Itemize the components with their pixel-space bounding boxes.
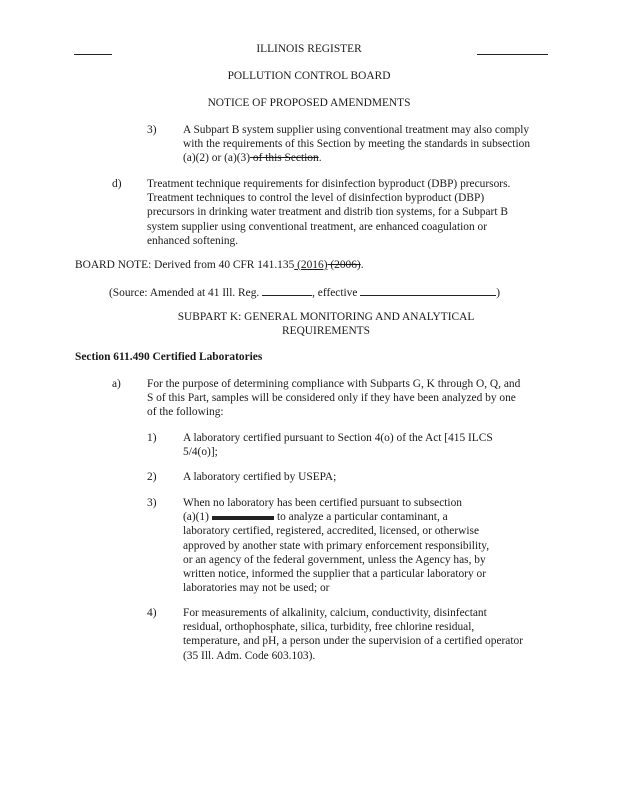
item-d-line-1: Treatment technique requirements for disinfection byproduct (DBP) precursors. bbox=[147, 178, 511, 190]
subpart-heading-line-1: SUBPART K: GENERAL MONITORING AND ANALYTICAL bbox=[177, 311, 475, 323]
item-3-top-text-b: . bbox=[318, 152, 322, 165]
sub-2-line-1: A laboratory certified by USEPA; bbox=[183, 471, 337, 483]
source-register-blank bbox=[262, 285, 312, 296]
item-3-top-text bbox=[183, 123, 530, 166]
sub-3-line-2 bbox=[183, 510, 489, 524]
sub-3-line-5: or an agency of the federal government, unless the Agency has, by bbox=[183, 553, 486, 566]
item-3-top-line-1: A Subpart B system supplier using conventional treatment may also comply bbox=[183, 124, 530, 136]
source-mid: , effective bbox=[312, 287, 361, 299]
item-a-label: a) bbox=[112, 378, 121, 390]
sub-3-label: 3) bbox=[147, 497, 157, 509]
board-title: POLLUTION CONTROL BOARD bbox=[227, 70, 391, 82]
item-a-line-1: For the purpose of determining compliance with Subparts G, K through O, Q, and bbox=[147, 378, 521, 390]
sub-3-line-3: laboratory certified, registered, accredited, licensed, or otherwise bbox=[183, 525, 480, 538]
sub-3-line-7: laboratories may not be used; or bbox=[183, 582, 330, 595]
sub-4-text bbox=[183, 606, 523, 663]
board-note bbox=[75, 258, 364, 272]
item-d-line-2: Treatment techniques to control the level of disinfection byproduct (DBP) bbox=[147, 192, 485, 205]
sub-4-label: 4) bbox=[147, 607, 157, 619]
sub-3-text bbox=[183, 496, 489, 595]
sub-1-text bbox=[183, 431, 493, 459]
board-note-prefix: BOARD NOTE: Derived from 40 CFR 141.135 bbox=[75, 259, 295, 271]
sub-3-line-6: written notice, informed the supplier that a particular laboratory or bbox=[183, 568, 487, 581]
sub-3-line-2-ref: (a)(1) bbox=[183, 511, 209, 524]
source-suffix: ) bbox=[496, 287, 501, 299]
item-3-top-label: 3) bbox=[147, 124, 157, 136]
item-a-line-2: S of this Part, samples will be considered only if they have been analyzed by one bbox=[147, 392, 516, 405]
sub-3-line-2-rest: to analyze a particular contaminant, a bbox=[276, 511, 448, 524]
item-d-label: d) bbox=[112, 178, 122, 190]
sub-2-label: 2) bbox=[147, 471, 157, 483]
item-d-text bbox=[147, 177, 510, 248]
source-line bbox=[109, 285, 500, 300]
source-effective-blank bbox=[360, 285, 496, 296]
item-3-top-line-2: with the requirements of this Section by meeting the standards in subsection bbox=[183, 138, 531, 151]
item-d-line-5: enhanced softening. bbox=[147, 234, 239, 247]
item-a-line-3: of the following: bbox=[147, 406, 224, 419]
sub-4-line-3: temperature, and pH, a person under the supervision of a certified operator bbox=[183, 635, 524, 648]
sub-2-text bbox=[183, 470, 336, 484]
sub-4-line-1: For measurements of alkalinity, calcium, conductivity, disinfectant bbox=[183, 607, 487, 619]
board-note-deleted-text: (2006) bbox=[327, 259, 361, 271]
item-d-line-3: precursors in drinking water treatment and distrib tion systems, for a Subpart B bbox=[147, 206, 508, 219]
section-title: Section 611.490 Certified Laboratories bbox=[75, 351, 263, 363]
source-prefix: (Source: Amended at 41 Ill. Reg. bbox=[109, 287, 263, 299]
sub-1-label: 1) bbox=[147, 432, 157, 444]
item-d-line-4: system supplier using conventional treatment, are enhanced coagulation or bbox=[147, 220, 488, 233]
board-note-suffix: . bbox=[360, 259, 364, 271]
subpart-heading-line-2: REQUIREMENTS bbox=[282, 325, 370, 337]
sub-4-line-2: residual, orthophosphate, silica, turbidity, free chlorine residual, bbox=[183, 621, 475, 634]
sub-1-line-2: 5/4(o)]; bbox=[183, 446, 218, 459]
register-title: ILLINOIS REGISTER bbox=[256, 43, 362, 55]
board-note-added-text: (2016) bbox=[294, 259, 328, 271]
sub-4-line-4: (35 Ill. Adm. Code 603.103). bbox=[183, 649, 316, 662]
redaction-mark bbox=[212, 516, 274, 520]
item-3-top-deleted-text: of this Section bbox=[250, 152, 319, 165]
item-3-top-line-3 bbox=[183, 151, 530, 165]
sub-3-line-4: approved by another state with primary enforcement responsibility, bbox=[183, 539, 490, 552]
item-3-top-text-a: (a)(2) or (a)(3) bbox=[183, 152, 251, 165]
sub-3-line-1: When no laboratory has been certified pursuant to subsection bbox=[183, 497, 462, 509]
notice-title: NOTICE OF PROPOSED AMENDMENTS bbox=[207, 97, 411, 109]
item-a-text bbox=[147, 377, 520, 420]
sub-1-line-1: A laboratory certified pursuant to Section 4(o) of the Act [415 ILCS bbox=[183, 432, 493, 444]
